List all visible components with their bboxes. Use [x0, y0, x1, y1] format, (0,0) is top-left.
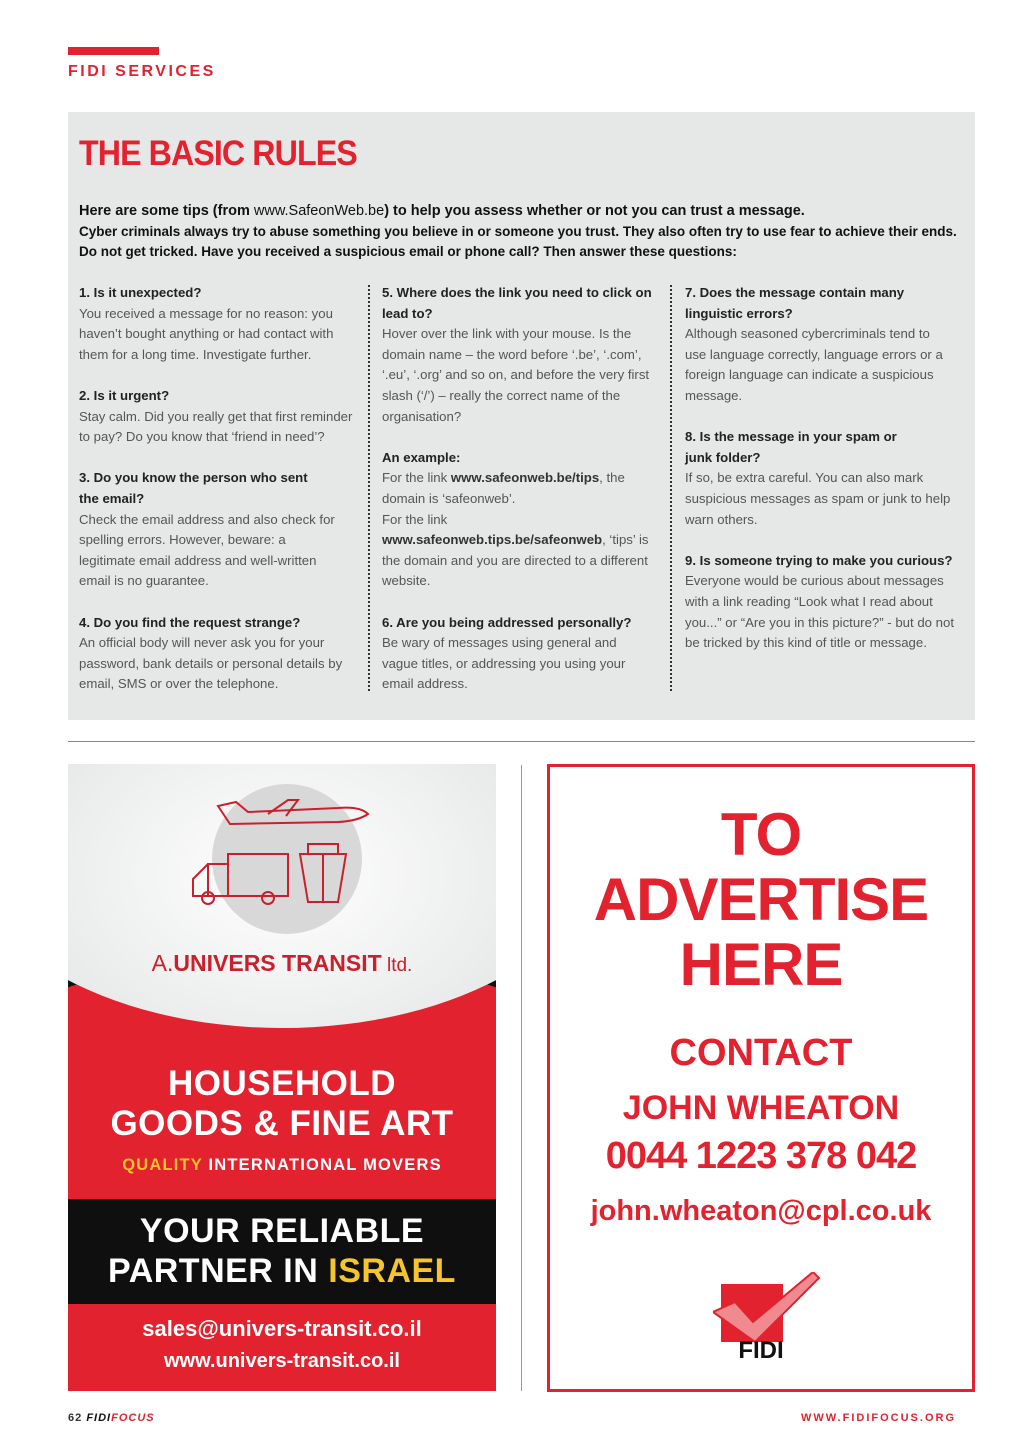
rules-column-2: [382, 283, 654, 695]
basic-rules-panel: [68, 112, 975, 720]
contact-phone[interactable]: 0044 1223 378 042: [605, 1135, 917, 1177]
ads-divider: [521, 765, 522, 1391]
question-body: An official body will never ask you for your password, bank details or personal details by email, SMS or over the telephone.: [79, 635, 343, 692]
question-body: Although seasoned cybercriminals tend to use language correctly, language errors or a foreign language can indicate a suspicious message.: [685, 326, 943, 403]
ad-website[interactable]: www.univers-transit.co.il: [164, 1350, 400, 1372]
intro-body: Cyber criminals always try to abuse something you believe in or someone you trust. They also often try to use fear to achieve their ends. Do not get tricked. Have you received a suspicious email or phone call? Then answer these questions:: [79, 223, 957, 259]
question-title: 8. Is the message in your spam or junk folder?: [685, 429, 897, 465]
intro-lead-end: ) to help you assess whether or not you can trust a message.: [384, 203, 805, 219]
footer-left: [68, 1412, 155, 1424]
contact-name: JOHN WHEATON: [622, 1089, 900, 1127]
column-divider: [368, 285, 370, 691]
question-title: 2. Is it urgent?: [79, 387, 170, 403]
page-number: 62: [68, 1412, 83, 1424]
question-body: Everyone would be curious about messages with a link reading “Look what I read about you...” or “Are you in this picture?” - but do not be tricked by this kind of title or message.: [685, 573, 955, 651]
rules-title: THE BASIC RULES: [79, 134, 357, 173]
question-title: 5. Where does the link you need to click on lead to?: [382, 285, 652, 321]
advertise-here-panel: [547, 764, 975, 1392]
question-body: You received a message for no reason: you haven’t bought anything or had contact with them for a long time. Investigate further.: [79, 305, 334, 362]
example-link-2[interactable]: www.safeonweb.tips.be/safeonweb: [382, 532, 603, 548]
ad-email[interactable]: sales@univers-transit.co.il: [142, 1316, 422, 1341]
question-body: Check the email address and also check for spelling errors. However, beware: a legitimate email address and well-written email is no guarantee.: [79, 511, 335, 589]
ad-headline: HOUSEHOLD GOODS & FINE ART: [110, 1064, 454, 1143]
question-title: 6. Are you being addressed personally?: [382, 614, 632, 630]
rules-column-3: [685, 283, 963, 654]
partner-text: YOUR RELIABLE PARTNER IN ISRAEL: [108, 1212, 456, 1290]
rules-intro: [79, 201, 974, 263]
section-divider: [68, 741, 975, 742]
footer-brand: FIDIFOCUS: [86, 1412, 155, 1424]
transport-logo-icon: [188, 794, 378, 914]
column-divider: [670, 285, 672, 691]
question-title: 4. Do you find the request strange?: [79, 614, 301, 630]
section-accent-bar: [68, 47, 159, 55]
advertise-heading: TO ADVERTISE HERE: [593, 801, 929, 998]
ad-tagline: QUALITY INTERNATIONAL MOVERS: [122, 1156, 442, 1174]
question-body: Stay calm. Did you really get that first reminder to pay? Do you know that ‘friend in need’?: [79, 408, 353, 445]
rules-column-1: [79, 283, 361, 695]
question-body: Hover over the link with your mouse. Is the domain name – the word before ‘.be’, ‘.com’, ‘.eu’, ‘.org’ and so on, and before the very first slash (‘/’) – really the correct name of the organisation?: [382, 326, 650, 424]
univers-transit-ad[interactable]: [68, 764, 496, 1391]
question-title: 3. Do you know the person who sent the email?: [79, 470, 308, 506]
question-body: If so, be extra careful. You can also mark suspicious messages as spam or junk to help warn others.: [685, 470, 951, 527]
example-link-1[interactable]: www.safeonweb.be/tips: [450, 470, 600, 486]
intro-lead: Here are some tips (from: [79, 203, 254, 219]
example-line-2: For the link www.safeonweb.tips.be/safeonweb, ‘tips’ is the domain and you are directed to a different website.: [382, 511, 649, 589]
intro-site-link[interactable]: www.SafeonWeb.be: [253, 203, 385, 219]
example-title: An example:: [382, 449, 461, 465]
fidi-logo-text: FIDI: [738, 1337, 784, 1364]
example-line-1: For the link www.safeonweb.be/tips, the domain is ‘safeonweb’.: [382, 470, 625, 506]
section-label: FIDI SERVICES: [68, 63, 216, 80]
footer-website[interactable]: WWW.FIDIFOCUS.ORG: [801, 1412, 956, 1424]
company-name: A.UNIVERS TRANSIT ltd.: [151, 950, 413, 976]
question-title: 9. Is someone trying to make you curious?: [685, 552, 953, 568]
question-title: 1. Is it unexpected?: [79, 285, 202, 300]
question-body: Be wary of messages using general and vague titles, or addressing you using your email address.: [382, 635, 626, 692]
question-title: 7. Does the message contain many linguistic errors?: [685, 285, 905, 321]
contact-email[interactable]: john.wheaton@cpl.co.uk: [590, 1195, 932, 1227]
contact-label: CONTACT: [669, 1032, 853, 1074]
